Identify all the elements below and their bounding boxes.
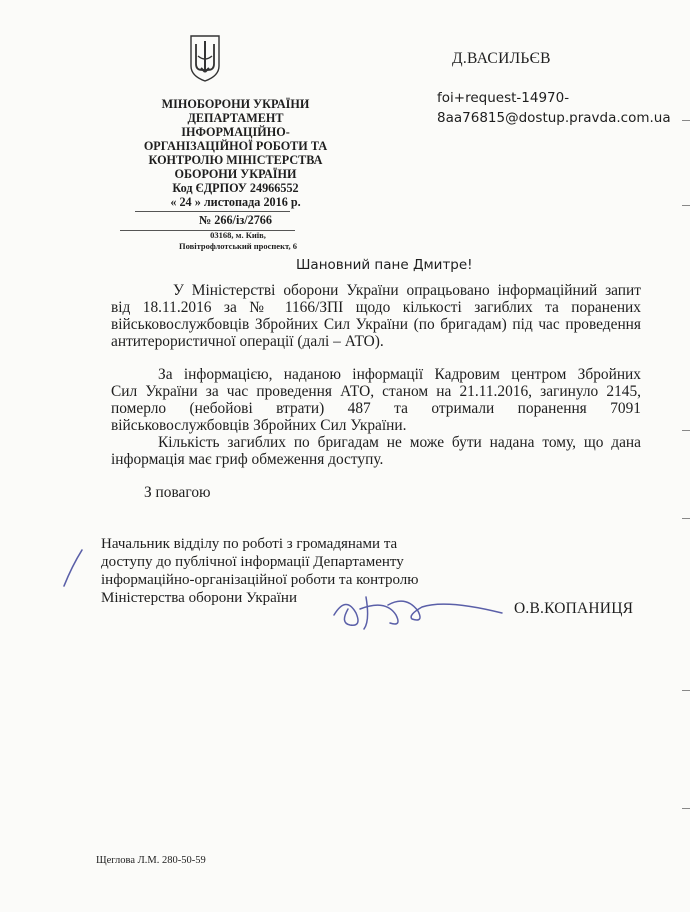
letter-number: № 266/із/2766 (198, 213, 272, 227)
edge-mark (682, 808, 690, 809)
department-line-4: КОНТРОЛЮ МІНІСТЕРСТВА (148, 153, 323, 167)
paragraph-1-first-line: У Міністерстві оборони України опрацьовано інформаційний запит (173, 282, 641, 299)
recipient-name: Д.ВАСИЛЬЄВ (452, 50, 551, 67)
paragraph-2 (111, 366, 641, 434)
paragraph-3-rest: інформація має гриф обмеження доступу. (111, 451, 384, 468)
coat-of-arms-icon (188, 34, 222, 82)
date-underline (135, 211, 290, 212)
edrpou-code: Код ЄДРПОУ 24966552 (172, 181, 299, 195)
recipient-email-line-1: foi+request-14970- (437, 90, 570, 106)
signer-name: О.В.КОПАНИЦЯ (514, 600, 634, 617)
salutation: Шановний пане Дмитре! (296, 257, 473, 273)
position-line-2: доступу до публічної інформації Департаменту (101, 554, 404, 570)
paragraph-2-rest: Сил України за час проведення АТО, станом на 21.11.2016, загинуло 2145, померло (небойові втрати) 487 та отримали поранення 7091 військовослужбовців Збройних Сил України. (111, 383, 641, 434)
edge-mark (682, 120, 690, 121)
department-line-1: ДЕПАРТАМЕНТ (187, 111, 284, 125)
handwritten-signature (326, 585, 506, 635)
ministry-name: МІНОБОРОНИ УКРАЇНИ (161, 97, 310, 111)
paragraph-1 (111, 282, 641, 350)
department-line-2: ІНФОРМАЦІЙНО- (181, 125, 290, 139)
edge-mark (682, 518, 690, 519)
position-line-3: інформаційно-організаційної роботи та контролю (101, 572, 419, 588)
address-line-2: Повітрофлотський проспект, 6 (178, 241, 298, 251)
margin-pen-mark (58, 548, 88, 588)
paragraph-2-first-line: За інформацією, наданою інформації Кадровим центром Збройних (158, 366, 641, 383)
edge-mark (682, 205, 690, 206)
paragraph-1-rest: від 18.11.2016 за № 1166/ЗПІ щодо кількості загиблих та поранених військовослужбовців Збройних Сил України (по бригадам) під час проведення антитерористичної операції (далі – АТО). (111, 299, 641, 350)
letter-date: « 24 » листопада 2016 р. (170, 195, 301, 209)
department-line-3: ОРГАНІЗАЦІЙНОЇ РОБОТИ ТА (143, 139, 328, 153)
position-line-1: Начальник відділу по роботі з громадянами та (101, 536, 398, 552)
closing-regards: З повагою (144, 484, 211, 501)
position-line-4: Міністерства оборони України (101, 590, 297, 606)
paragraph-3 (111, 434, 641, 468)
recipient-email-line-2: 8aa76815@dostup.pravda.com.ua (437, 110, 671, 126)
edge-mark (682, 430, 690, 431)
department-line-5: ОБОРОНИ УКРАЇНИ (174, 167, 297, 181)
executor-contact: Щеглова Л.М. 280-50-59 (96, 855, 206, 866)
address-line-1: 03168, м. Київ, (210, 230, 266, 240)
paragraph-3-first-line: Кількість загиблих по бригадам не може бути надана тому, що дана (158, 434, 641, 451)
edge-mark (682, 690, 690, 691)
